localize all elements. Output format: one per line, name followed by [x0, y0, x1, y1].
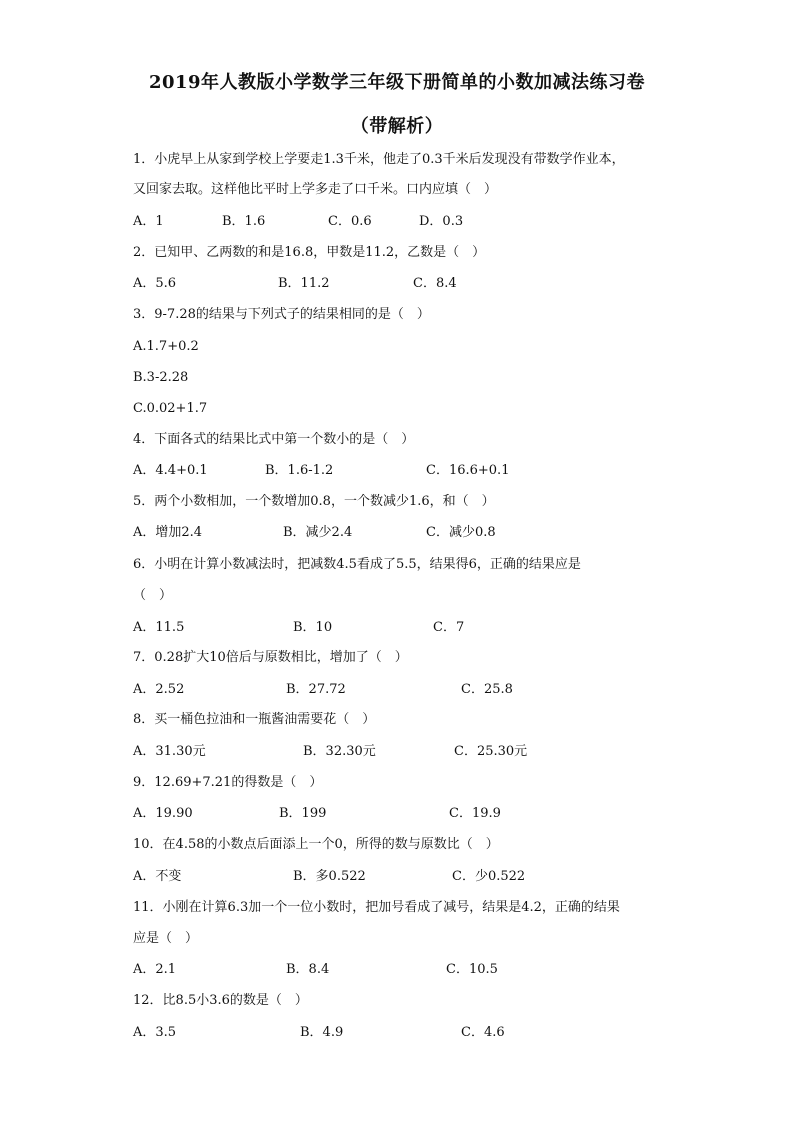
question-4-option-c[interactable]: C．16.6+0.1	[426, 463, 510, 478]
question-6-option-b[interactable]: B．10	[293, 620, 333, 635]
question-12-option-c[interactable]: C．4.6	[461, 1025, 505, 1040]
page-title-line-2: （带解析）	[350, 116, 444, 137]
question-6-option-c[interactable]: C．7	[433, 620, 465, 635]
question-1-text-line-2: 又回家去取。这样他比平时上学多走了口千米。口内应填（ ）	[133, 182, 498, 197]
question-2-text-line-1: 2．已知甲、乙两数的和是16.8，甲数是11.2，乙数是（ ）	[133, 245, 486, 260]
question-9-option-a[interactable]: A．19.90	[133, 806, 193, 821]
question-7-option-c[interactable]: C．25.8	[461, 682, 513, 697]
question-10-option-a[interactable]: A．不变	[133, 869, 182, 884]
question-11-text-line-1: 11．小刚在计算6.3加一个一位小数时，把加号看成了减号，结果是4.2，正确的结果	[133, 900, 620, 915]
question-11-option-c[interactable]: C．10.5	[446, 962, 498, 977]
question-7-option-b[interactable]: B．27.72	[286, 682, 346, 697]
question-11-option-b[interactable]: B．8.4	[286, 962, 330, 977]
question-2-option-a[interactable]: A．5.6	[133, 276, 177, 291]
question-5-text-line-1: 5．两个小数相加，一个数增加0.8，一个数减少1.6，和（ ）	[133, 494, 495, 509]
page-title-line-1: 2019年人教版小学数学三年级下册简单的小数加减法练习卷	[148, 72, 646, 93]
question-10-text-line-1: 10．在4.58的小数点后面添上一个0，所得的数与原数比（ ）	[133, 837, 499, 852]
question-7-text-line-1: 7．0.28扩大10倍后与原数相比，增加了（ ）	[133, 650, 408, 665]
question-8-option-c[interactable]: C．25.30元	[454, 744, 528, 759]
question-8-option-a[interactable]: A．31.30元	[133, 744, 206, 759]
question-1-option-d[interactable]: D．0.3	[419, 214, 464, 229]
question-9-option-b[interactable]: B．199	[279, 806, 327, 821]
question-12-option-a[interactable]: A．3.5	[133, 1025, 177, 1040]
question-1-option-b[interactable]: B．1.6	[222, 214, 266, 229]
question-1-text-line-1: 1．小虎早上从家到学校上学要走1.3千米，他走了0.3千米后发现没有带数学作业本，	[133, 152, 625, 167]
question-2-option-c[interactable]: C．8.4	[413, 276, 457, 291]
question-3-option-a[interactable]: A.1.7+0.2	[133, 339, 199, 354]
question-6-text-line-1: 6．小明在计算小数减法时，把减数4.5看成了5.5，结果得6，正确的结果应是	[133, 557, 581, 572]
question-5-option-b[interactable]: B．减少2.4	[283, 525, 353, 540]
question-3-option-b[interactable]: B.3-2.28	[133, 370, 189, 385]
question-4-option-a[interactable]: A．4.4+0.1	[133, 463, 208, 478]
question-4-text-line-1: 4．下面各式的结果比式中第一个数小的是（ ）	[133, 432, 415, 447]
question-1-option-a[interactable]: A．1	[133, 214, 164, 229]
question-7-option-a[interactable]: A．2.52	[133, 682, 185, 697]
question-10-option-b[interactable]: B．多0.522	[293, 869, 366, 884]
question-2-option-b[interactable]: B．11.2	[278, 276, 330, 291]
question-11-option-a[interactable]: A．2.1	[133, 962, 177, 977]
question-6-text-line-2: （ ）	[133, 588, 173, 603]
question-11-text-line-2: 应是（ ）	[133, 931, 199, 946]
question-12-text-line-1: 12．比8.5小3.6的数是（ ）	[133, 993, 308, 1008]
question-3-text-line-1: 3．9-7.28的结果与下列式子的结果相同的是（ ）	[133, 307, 430, 322]
question-9-text-line-1: 9．12.69+7.21的得数是（ ）	[133, 775, 323, 790]
question-5-option-a[interactable]: A．增加2.4	[133, 525, 203, 540]
question-8-text-line-1: 8．买一桶色拉油和一瓶酱油需要花（ ）	[133, 712, 376, 727]
question-6-option-a[interactable]: A．11.5	[133, 620, 185, 635]
question-1-option-c[interactable]: C．0.6	[328, 214, 372, 229]
question-3-option-c[interactable]: C.0.02+1.7	[133, 401, 208, 416]
question-10-option-c[interactable]: C．少0.522	[452, 869, 526, 884]
question-5-option-c[interactable]: C．减少0.8	[426, 525, 496, 540]
question-8-option-b[interactable]: B．32.30元	[303, 744, 376, 759]
question-12-option-b[interactable]: B．4.9	[300, 1025, 344, 1040]
question-9-option-c[interactable]: C．19.9	[449, 806, 501, 821]
question-4-option-b[interactable]: B．1.6-1.2	[265, 463, 334, 478]
